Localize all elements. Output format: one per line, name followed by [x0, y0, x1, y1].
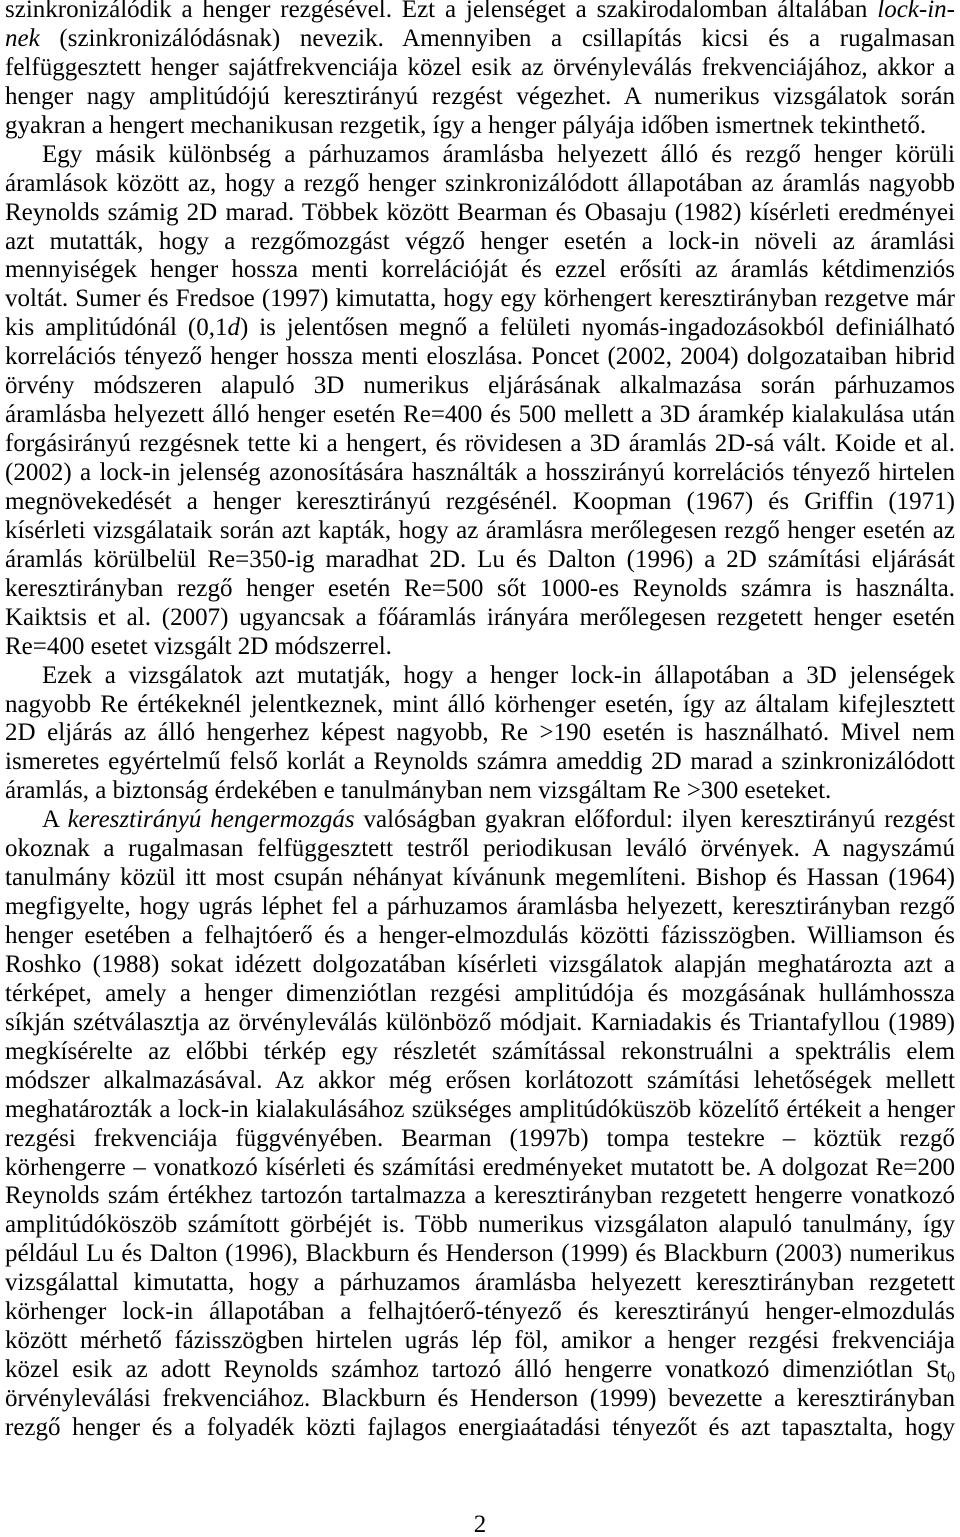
text-run: Reynolds szám értékhez tartozón tartalmazza a keresztirányban rezgetett hengerre vonatkozó	[5, 1182, 955, 1210]
text-run: áramlásba helyezett álló henger esetén Re=400 és 500 mellett a 3D áramkép kialakulása után	[5, 401, 955, 429]
text-run: rezgő henger és a folyadék közti fajlagos energiaátadási tényezőt és azt tapasztalta, hogy	[5, 1413, 955, 1441]
text-run: szinkronizálódik a henger rezgésével. Ezt a jelenséget a szakirodalomban általában	[5, 0, 878, 23]
text-run: henger esetében a felhajtóerő és a henger-elmozdulás közötti fázisszögben. Williamson és	[5, 922, 955, 949]
text-run: módszer alkalmazásával. Az akkor még erősen korlátozott számítási lehetőségek mellett	[5, 1066, 955, 1094]
text-run: azt mutatták, hogy a rezgőmozgást végző henger esetén a lock-in növeli az áramlási	[5, 227, 955, 255]
page-number: 2	[473, 1511, 487, 1537]
text-run: áramlás, a biztonság érdekében e tanulmányban nem vizsgáltam Re >300 eseteket.	[5, 777, 832, 805]
text-run: (2002) a lock-in jelenség azonosítására használták a hosszirányú korrelációs tényező hirtelen	[5, 459, 955, 486]
text-run: okoznak a rugalmasan felfüggesztett testről periodikusan leváló örvények. A nagyszámú	[5, 835, 955, 863]
text-run: amplitúdóköszöb számított görbéjét is. Több numerikus vizsgálaton alapuló tanulmány, így	[5, 1211, 955, 1239]
paragraph	[5, 0, 955, 145]
text-run: örvény módszeren alapuló 3D numerikus eljárásának alkalmazása során párhuzamos	[5, 372, 955, 400]
text-run: például Lu és Dalton (1996), Blackburn és Henderson (1999) és Blackburn (2003) numerikus	[5, 1240, 955, 1268]
text-run: valóságban gyakran előfordul: ilyen keresztirányú rezgést	[354, 806, 956, 834]
paragraph	[5, 806, 956, 1447]
text-run: Roshko (1988) sokat idézett dolgozatában kísérleti vizsgálatok alapján meghatározta azt a	[5, 950, 955, 978]
text-run: Kaiktsis et al. (2007) ugyancsak a főáramlás irányára merőlegesen rezgetett henger esetén	[5, 603, 955, 631]
text-run: Re=400 esetet vizsgált 2D módszerrel.	[5, 632, 392, 660]
italic-text: nek	[5, 24, 40, 52]
text-run: (szinkronizálódásnak) nevezik. Amennyiben a csillapítás kicsi és a rugalmasan	[39, 24, 955, 52]
text-run: mennyiségek henger hossza menti korrelációját és ezzel erősíti az áramlás kétdimenziós	[5, 256, 955, 284]
text-run: felfüggesztett henger sajátfrekvenciája közel esik az örvényleválás frekvenciájához, akkor a	[5, 53, 955, 81]
text-run: kis amplitúdónál (0,1	[5, 314, 228, 342]
subscript-text: 0	[946, 1367, 955, 1386]
text-run: voltát. Sumer és Fredsoe (1997) kimutatta, hogy egy körhengert keresztirányban rezgetve már	[5, 285, 955, 313]
text-run: között mérhető fázisszögben hirtelen ugrás lép föl, amikor a henger rezgési frekvenciája	[5, 1327, 955, 1355]
text-run: ) is jelentősen megnő a felületi nyomás-ingadozásokból definiálható	[239, 314, 956, 342]
text-run: körhenger lock-in állapotában a felhajtóerő-tényező és keresztirányú henger-elmozdulás	[5, 1298, 955, 1326]
text-run: örvényleválási frekvenciához. Blackburn és Henderson (1999) bevezette a keresztirányban	[5, 1385, 955, 1412]
text-run: megfigyelte, hogy ugrás léphet fel a párhuzamos áramlásba helyezett, keresztirányban rezgő	[5, 893, 955, 921]
text-run: Ezek a vizsgálatok azt mutatják, hogy a henger lock-in állapotában a 3D jelenségek	[42, 661, 955, 689]
text-run: tanulmány közül itt most csupán néhányat kívánunk megemlíteni. Bishop és Hassan (1964)	[5, 864, 955, 892]
text-run: keresztirányban rezgő henger esetén Re=500 sőt 1000-es Reynolds számra is használta.	[5, 574, 955, 602]
text-run: térképet, amely a henger dimenziótlan rezgési amplitúdója és mozgásának hullámhossza	[5, 979, 955, 1007]
text-run: kísérleti vizsgálataik során azt kapták, hogy az áramlásra merőlegesen rezgő henger esetén az	[5, 516, 955, 544]
text-run: Reynolds számig 2D marad. Többek között Bearman és Obasaju (1982) kísérleti eredményei	[5, 198, 955, 226]
text-run: korrelációs tényező henger hossza menti eloszlása. Poncet (2002, 2004) dolgozataiban hibrid	[5, 343, 955, 371]
text-run: henger nagy amplitúdójú keresztirányú rezgést végezhet. A numerikus vizsgálatok során	[5, 82, 955, 110]
text-run: Egy másik különbség a párhuzamos áramlásba helyezett álló és rezgő henger körüli	[42, 140, 955, 168]
text-run: meghatározták a lock-in kialakulásához szükséges amplitúdóküszöb közelítő értékeit a henger	[5, 1095, 955, 1123]
text-run: áramlások között az, hogy a rezgő henger szinkronizálódott állapotában az áramlás nagyobb	[5, 169, 955, 197]
text-run: megnövekedését a henger keresztirányú rezgésénél. Koopman (1967) és Griffin (1971)	[5, 487, 955, 515]
paragraph	[5, 140, 956, 666]
italic-text: d	[227, 314, 240, 342]
italic-text: keresztirányú hengermozgás	[67, 806, 355, 834]
text-run: áramlás körülbelül Re=350-ig maradhat 2D. Lu és Dalton (1996) a 2D számítási eljárását	[5, 545, 955, 573]
text-run: síkján szétválasztja az örvényleválás különböző módjait. Karniadakis és Triantafyllou (1989)	[5, 1008, 955, 1036]
text-run: 2D eljárás az álló hengerhez képest nagyobb, Re >190 esetén is használható. Mivel nem	[5, 719, 955, 747]
italic-text: lock-in-	[877, 0, 955, 23]
text-run: ismeretes egyértelmű felső korlát a Reynolds számra ameddig 2D marad a szinkronizálódott	[5, 748, 955, 776]
text-run: közel esik az adott Reynolds számhoz tartozó álló hengerre vonatkozó dimenziótlan St	[5, 1356, 947, 1384]
text-run: körhengerre – vonatkozó kísérleti és számítási eredményeket mutatott be. A dolgozat Re=200	[5, 1153, 955, 1181]
text-run: forgásirányú rezgésnek tette ki a hengert, és rövidesen a 3D áramlás 2D-sá vált. Koide et al.	[5, 430, 955, 458]
text-line	[5, 1413, 955, 1447]
text-run: vizsgálattal kimutatta, hogy a párhuzamos áramlásba helyezett keresztirányban rezgetett	[5, 1269, 955, 1297]
text-run: nagyobb Re értékeknél jelentkeznek, mint álló körhenger esetén, így az általam kifejlesztett	[5, 690, 955, 718]
text-run: A	[42, 806, 68, 834]
text-run: rezgési frekvenciája függvényében. Bearman (1997b) tompa testekre – köztük rezgő	[5, 1124, 955, 1152]
text-run: megkísérelte az előbbi térkép egy részletét számítással rekonstruálni a spektrális elem	[5, 1037, 955, 1065]
text-run: gyakran a hengert mechanikusan rezgetik, így a henger pályája időben ismertnek tekinthető.	[5, 111, 927, 139]
body-text	[5, 0, 955, 1447]
paragraph	[5, 661, 955, 811]
